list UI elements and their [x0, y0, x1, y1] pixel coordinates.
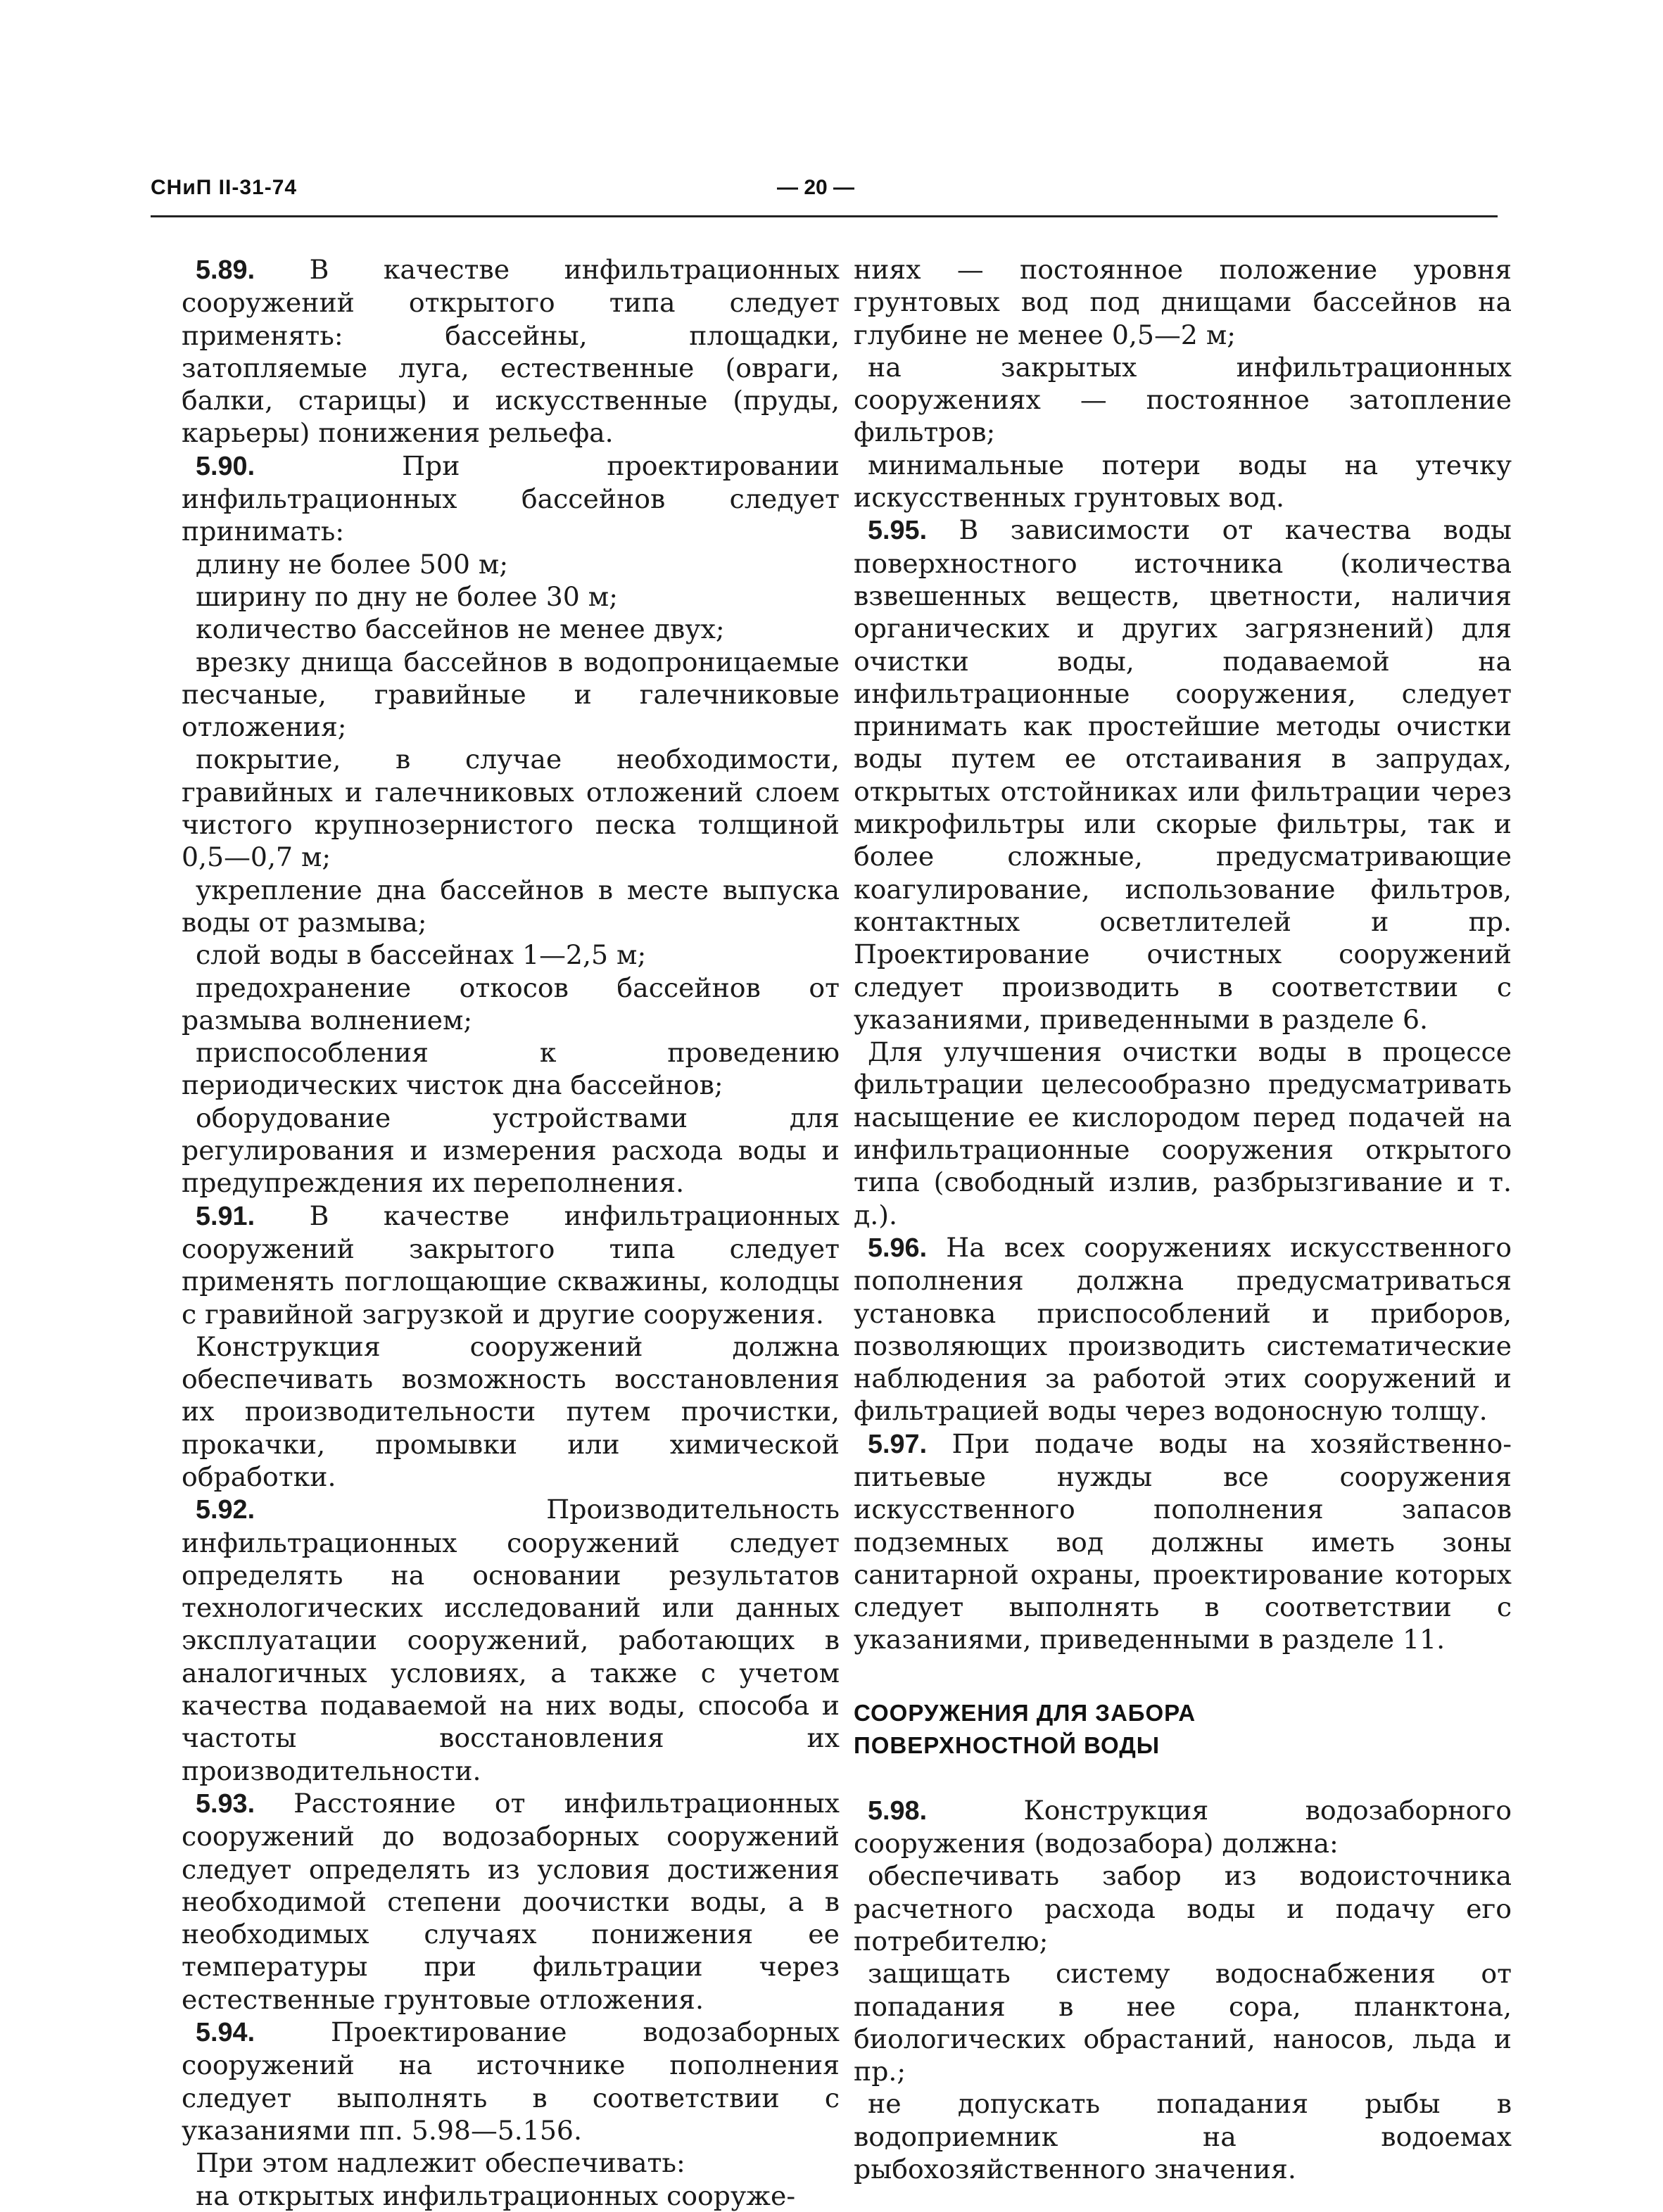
list-item: ширину по дну не более 30 м;	[196, 580, 618, 612]
clause-5-90	[182, 450, 840, 548]
list-item: покрытие, в случае необходимости, гравийных и галечниковых отложений слоем чистого крупнозернистого песка толщиной 0,5—0,7 м;	[182, 744, 840, 873]
clause-text: Расстояние от инфильтрационных сооружений до водозаборных сооружений следует определять из условия достижения необходимой степени доочистки воды, а в необходимых случаях понижения ее температуры при фильтрации через естественные грунтовые отложения.	[182, 1787, 840, 2015]
right-column	[854, 253, 1512, 2185]
left-column	[182, 253, 840, 2212]
clause-number: 5.98.	[868, 1795, 928, 1826]
list-item: оборудование устройствами для регулирования и измерения расхода воды и предупреждения их переполнения.	[182, 1102, 840, 1199]
clause-text: Производительность инфильтрационных сооружений следует определять на основании результатов технологических исследований или данных эксплуатации сооружений, работающих в аналогичных условиях, а также с учетом качества подаваемой на них воды, способа и частоты восстановления их производительности.	[182, 1494, 840, 1786]
clause-text: При подаче воды на хозяйственно-питьевые нужды все сооружения искусственного пополнения запасов подземных вод должны иметь зоны санитарной охраны, проектирование которых следует выполнять в соответствии с указаниями, приведенными в разделе 11.	[854, 1428, 1512, 1655]
clause-number: 5.92.	[196, 1495, 255, 1525]
paragraph: Конструкция сооружений должна обеспечивать возможность восстановления их производительности путем прочистки, прокачки, промывки или химической обработки.	[182, 1330, 840, 1492]
clause-text: В зависимости от качества воды поверхностного источника (количества взвешенных веществ, цветности, наличия органических и других загрязнений) для очистки воды, подаваемой на инфильтрационные сооружения, следует принимать как простейшие методы очистки воды путем ее отстаивания в запрудах, открытых отстойниках или фильтрации через микрофильтры или скорые фильтры, так и более сложные, предусматривающие коагулирование, использование фильтров, контактных осветлителей и пр. Проектирование очистных сооружений следует производить в соответствии с указаниями, приведенными в разделе 6.	[854, 514, 1512, 1035]
clause-number: 5.89.	[196, 255, 255, 285]
list-item: защищать систему водоснабжения от попадания в нее сора, планктона, биологических обрастаний, наносов, льда и пр.;	[854, 1958, 1512, 2087]
list-item: количество бассейнов не менее двух;	[196, 614, 725, 645]
clause-5-98	[854, 1794, 1512, 1860]
clause-text: Проектирование водозаборных сооружений на источнике пополнения следует выполнять в соответствии с указаниями пп. 5.98—5.156.	[182, 2016, 840, 2146]
clause-5-96	[854, 1231, 1512, 1428]
clause-text: При проектировании инфильтрационных бассейнов следует принимать:	[182, 450, 840, 547]
list-item: не допускать попадания рыбы в водоприемник на водоемах рыбохозяйственного значения.	[854, 2088, 1512, 2185]
clause-text: В качестве инфильтрационных сооружений открытого типа следует применять: бассейны, площадки, затопляемые луга, естественные (овраги, балки, старицы) и искусственные (пруды, карьеры) понижения рельефа.	[182, 254, 840, 449]
paragraph: минимальные потери воды на утечку искусственных грунтовых вод.	[854, 449, 1512, 514]
paragraph: При этом надлежит обеспечивать:	[196, 2147, 685, 2179]
clause-number: 5.93.	[196, 1788, 255, 1819]
clause-5-95	[854, 514, 1512, 1036]
clause-5-91	[182, 1200, 840, 1330]
list-item: укрепление дна бассейнов в месте выпуска воды от размыва;	[182, 874, 840, 938]
clause-5-93	[182, 1787, 840, 2016]
document-code: СНиП II-31-74	[151, 176, 298, 199]
paragraph: на закрытых инфильтрационных сооружениях — постоянное затопление фильтров;	[854, 351, 1512, 448]
list-item: слой воды в бассейнах 1—2,5 м;	[196, 939, 647, 971]
clause-text: Конструкция водозаборного сооружения (водозабора) должна:	[854, 1794, 1512, 1860]
paragraph: Для улучшения очистки воды в процессе фильтрации целесообразно предусматривать насыщение ее кислородом перед подачей на инфильтрационные сооружения открытого типа (свободный излив, разбрызгивание и т. д.).	[854, 1036, 1512, 1231]
list-item: обеспечивать забор из водоисточника расчетного расхода воды и подачу его потребителю;	[854, 1860, 1512, 1957]
clause-5-94	[182, 2016, 840, 2147]
clause-number: 5.95.	[868, 516, 928, 546]
clause-number: 5.96.	[868, 1233, 928, 1263]
list-item: врезку днища бассейнов в водопроницаемые песчаные, гравийные и галечниковые отложения;	[182, 646, 840, 743]
section-heading-line: ПОВЕРХНОСТНОЙ ВОДЫ	[854, 1731, 1161, 1758]
clause-number: 5.91.	[196, 1201, 255, 1231]
list-item: предохранение откосов бассейнов от размыва волнением;	[182, 972, 840, 1036]
list-item: приспособления к проведению периодических чисток дна бассейнов;	[182, 1037, 840, 1101]
paragraph: на открытых инфильтрационных сооруже-	[196, 2180, 796, 2211]
clause-text: На всех сооружениях искусственного пополнения должна предусматриваться установка приспособлений и приборов, позволяющих производить систематические наблюдения за работой этих сооружений и фильтрацией воды через водоносную толщу.	[854, 1231, 1512, 1427]
clause-number: 5.90.	[196, 451, 255, 481]
page-header	[151, 176, 1498, 222]
page-number: — 20 —	[777, 176, 855, 199]
clause-5-97	[854, 1428, 1512, 1656]
clause-number: 5.94.	[196, 2018, 255, 2048]
clause-5-92	[182, 1493, 840, 1787]
paragraph: ниях — постоянное положение уровня грунтовых вод под днищами бассейнов на глубине не менее 0,5—2 м;	[854, 254, 1512, 350]
clause-text: В качестве инфильтрационных сооружений закрытого типа следует применять поглощающие скважины, колодцы с гравийной загрузкой и другие сооружения.	[182, 1200, 840, 1330]
section-heading	[854, 1697, 1512, 1762]
list-item: длину не более 500 м;	[196, 548, 509, 580]
clause-5-89	[182, 253, 840, 450]
header-rule	[151, 215, 1498, 217]
section-heading-line: СООРУЖЕНИЯ ДЛЯ ЗАБОРА	[854, 1699, 1196, 1726]
clause-number: 5.97.	[868, 1429, 928, 1459]
